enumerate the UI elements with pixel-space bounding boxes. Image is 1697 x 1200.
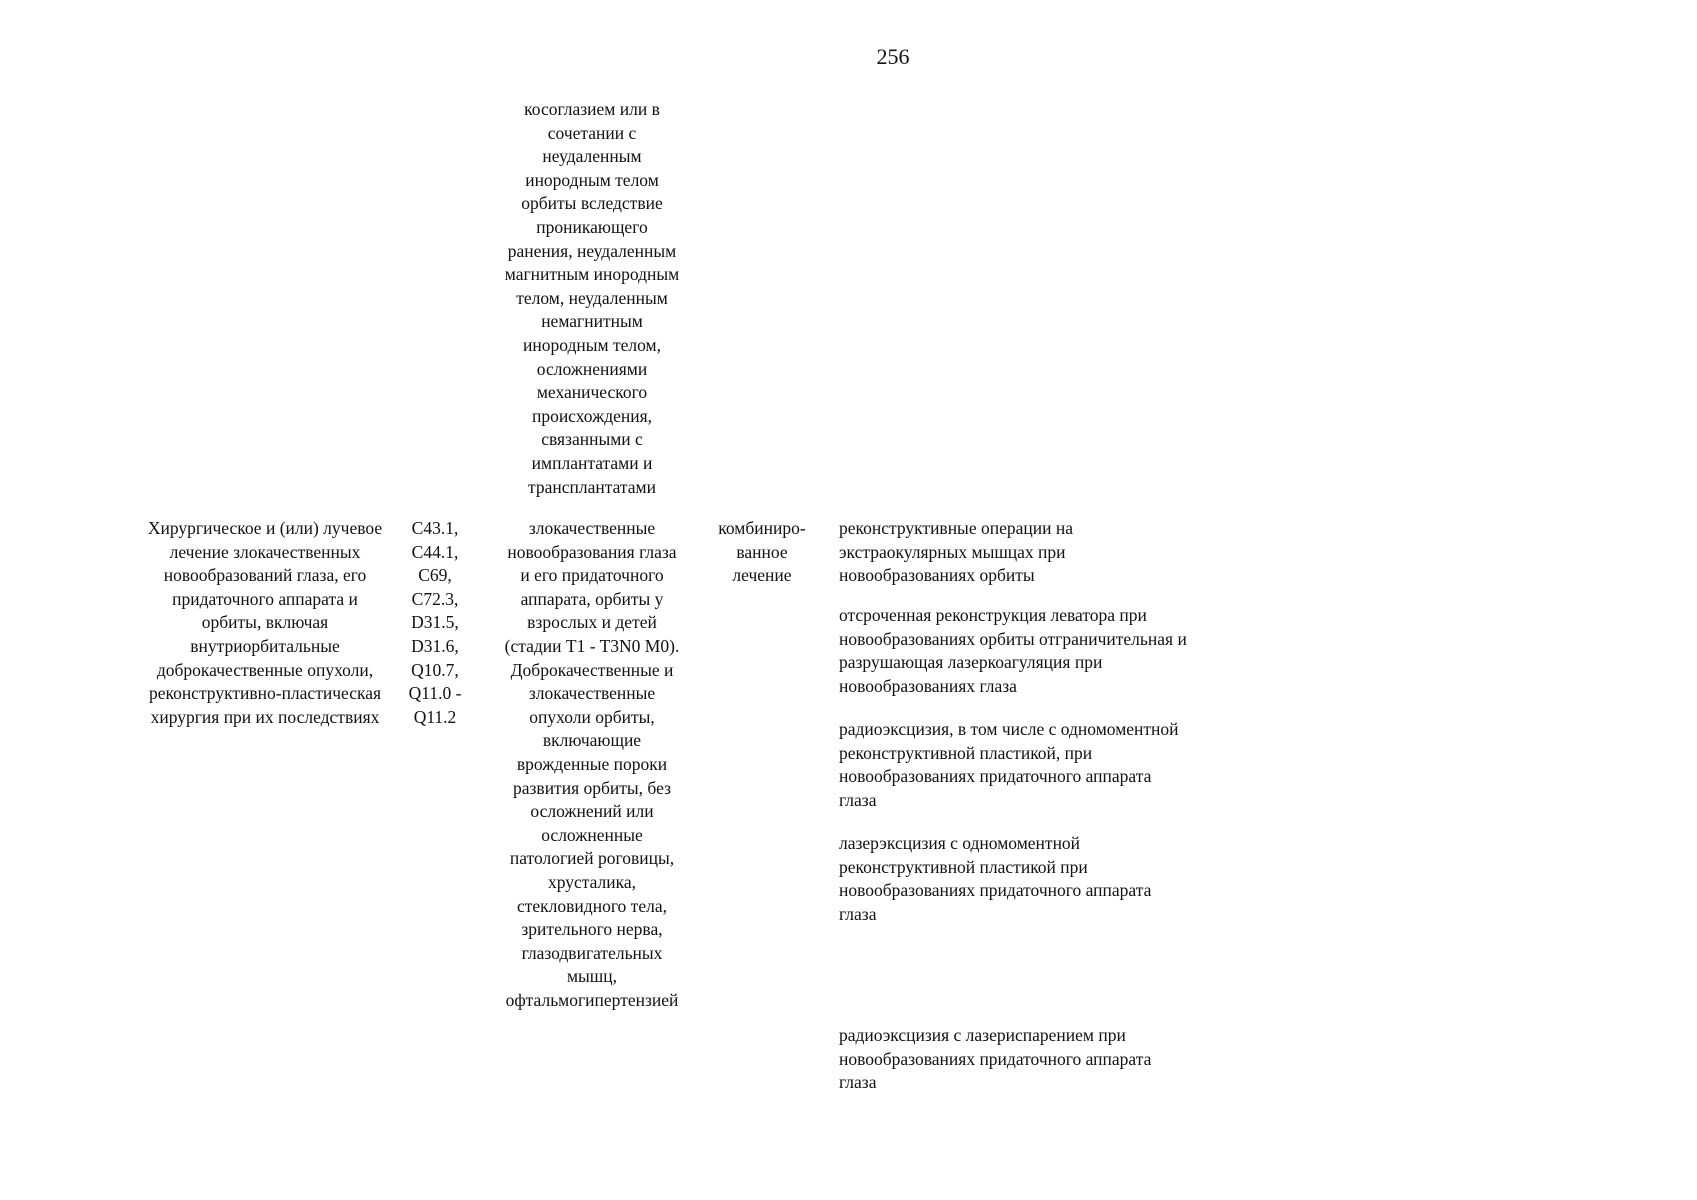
treatment-method-item: лазерэксцизия с одномоментной реконструктивной пластикой при новообразованиях придаточного аппарата глаза — [839, 833, 1152, 924]
continued-diagnosis-cell: косоглазием или в сочетании с неудаленным инородным телом орбиты вследствие проникающего ранения, неудаленным магнитным инородным телом, неудаленным немагнитным инородным телом, осложнениями механического происхождения, связанными с имплантатами и трансплантатами — [504, 99, 680, 497]
diagnosis-cell: злокачественные новообразования глаза и его придаточного аппарата, орбиты у взрослых и детей (стадии T1 - T3N0 M0). Доброкачественные и злокачественные опухоли орбиты, включающие врожденные пороки развития орбиты, без осложнений или осложненные патологией роговицы, хрусталика, стекловидного тела, зрительного нерва, глазодвигательных мышц, офтальмогипертензией — [504, 518, 680, 1010]
care-type-name-cell: Хирургическое и (или) лучевое лечение злокачественных новообразований глаза, его придаточного аппарата и орбиты, включая внутриорбитальные доброкачественные опухоли, реконструктивно-пластическая хирургия при их последствиях — [147, 518, 383, 727]
page-number: 256 — [876, 44, 910, 69]
treatment-method-item: реконструктивные операции на экстраокулярных мышцах при новообразованиях орбиты — [839, 518, 1073, 586]
icd-codes-cell: C43.1, C44.1, C69, C72.3, D31.5, D31.6, Q10.7, Q11.0 - Q11.2 — [408, 518, 462, 727]
treatment-method-item: радиоэксцизия, в том числе с одномоментной реконструктивной пластикой, при новообразованиях придаточного аппарата глаза — [839, 719, 1179, 810]
treatment-method-item: радиоэксцизия с лазериспарением при новообразованиях придаточного аппарата глаза — [839, 1025, 1152, 1093]
treatment-type-cell: комбиниро- ванное лечение — [718, 518, 806, 586]
treatment-method-item: отсроченная реконструкция леватора при новообразованиях орбиты отграничительная и разрушающая лазеркоагуляция при новообразованиях глаза — [839, 605, 1187, 696]
